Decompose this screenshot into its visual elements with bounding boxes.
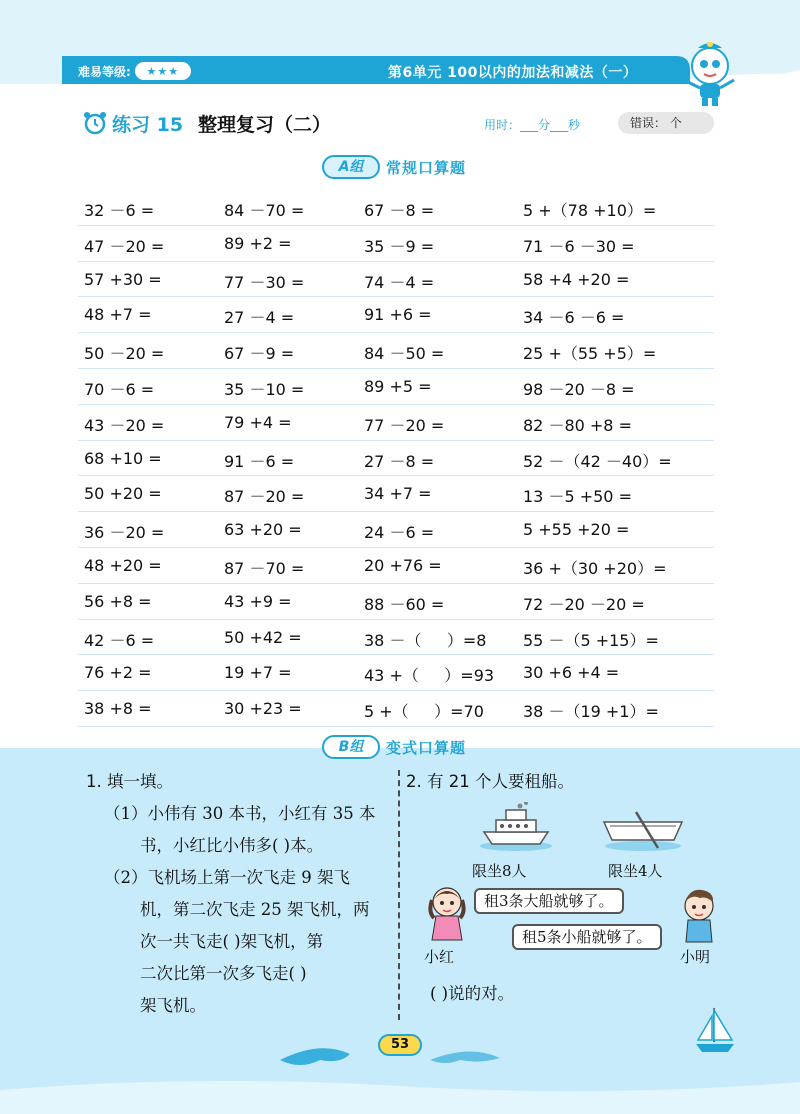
calc-problem: 91 +6 = (364, 305, 432, 325)
calc-problem: 30 +23 = (224, 699, 302, 719)
calc-problem: 27 －4 = (224, 308, 295, 328)
question-1-part-2 (86, 862, 392, 1022)
page-number: 53 (378, 1034, 422, 1056)
stars: ★★★ (146, 64, 180, 78)
calc-problem: 50 +20 = (84, 484, 162, 504)
calc-problem: 5 +55 +20 = (523, 520, 630, 540)
exercise-header (78, 108, 718, 140)
exercise-number: 练习 15 (112, 114, 184, 136)
calc-problem: 48 +20 = (84, 555, 162, 575)
calc-row (78, 584, 714, 620)
calc-problem: 79 +4 = (224, 412, 292, 432)
calc-problem: 87 －20 = (224, 487, 305, 507)
calc-problem: 89 +2 = (224, 233, 292, 253)
boy-character-illustration (676, 886, 722, 944)
calc-problem: 35 －9 = (364, 236, 435, 256)
calc-problem: 56 +8 = (84, 591, 152, 611)
calc-row (78, 369, 714, 405)
small-boat-capacity: 限坐4人 (608, 862, 663, 880)
unit-title: 第6单元 100以内的加法和减法（一） (388, 65, 638, 81)
calc-problem: 57 +30 = (84, 269, 162, 289)
speech-bubble-xiaohong: 租3条大船就够了。 (474, 888, 624, 914)
calc-row (78, 297, 714, 333)
column-divider (398, 770, 400, 1020)
calc-problem: 36 －20 = (84, 523, 165, 543)
calc-problem: 47 －20 = (84, 236, 165, 256)
calc-problem: 5 +（ ）=70 (364, 702, 484, 722)
calc-problem: 42 －6 = (84, 630, 155, 650)
calc-problem: 98 －20 －8 = (523, 379, 635, 399)
calc-problem: 82 －80 +8 = (523, 415, 632, 435)
calc-problem: 58 +4 +20 = (523, 269, 630, 289)
calc-problem: 76 +2 = (84, 663, 152, 683)
calc-problem: 36 +（30 +20）= (523, 558, 667, 578)
question-1-part-1 (86, 798, 392, 862)
calc-row (78, 441, 714, 477)
section-b-title: 变式口算题 (386, 738, 467, 757)
calc-problem: 88 －60 = (364, 594, 445, 614)
calc-row (78, 262, 714, 298)
calc-problem: 25 +（55 +5）= (523, 344, 657, 364)
calc-problem: 43 +9 = (224, 591, 292, 611)
calc-problem: 32 －6 = (84, 201, 155, 220)
calc-problem: 67 －9 = (224, 344, 295, 364)
calc-problem: 63 +20 = (224, 520, 302, 540)
big-boat-illustration (476, 802, 556, 852)
speech-bubble-xiaoming: 租5条小船就够了。 (512, 924, 662, 950)
exercise-title: 整理复习（二） (198, 114, 332, 136)
question-1-prompt: 1. 填一填。 (86, 772, 173, 791)
section-b-header (322, 735, 466, 759)
calc-row (78, 548, 714, 584)
calc-row (78, 333, 714, 369)
q1-p2-line: 二次比第一次多飞走( ) (140, 964, 307, 983)
calc-problem: 50 －20 = (84, 344, 165, 364)
calc-problem: 38 －（19 +1）= (523, 702, 659, 722)
question-2-prompt: 2. 有 21 个人要租船。 (406, 772, 574, 791)
error-count-field: 错误： 个 (618, 112, 714, 134)
difficulty-label: 难易等级: (78, 64, 131, 79)
calc-problem: 72 －20 －20 = (523, 594, 645, 614)
alarm-clock-icon (82, 110, 108, 136)
question-1 (86, 766, 392, 1022)
calc-row (78, 691, 714, 727)
calc-problem: 38 +8 = (84, 699, 152, 719)
calc-problem: 20 +76 = (364, 555, 442, 575)
calc-problem: 35 －10 = (224, 379, 305, 399)
calc-problem: 71 －6 －30 = (523, 236, 635, 256)
difficulty-rating (78, 62, 191, 80)
calc-problem: 84 －50 = (364, 344, 445, 364)
calc-problem: 70 －6 = (84, 379, 155, 399)
calc-problem: 48 +7 = (84, 305, 152, 325)
calc-problem: 43 －20 = (84, 415, 165, 435)
q1-p2-line: 次一共飞走( )架飞机，第 (140, 932, 324, 951)
star-rating-badge (135, 62, 191, 80)
group-b-badge: B组 (322, 735, 380, 759)
oral-calc-grid (78, 190, 714, 727)
small-boat-illustration (600, 808, 686, 852)
calc-problem: 27 －8 = (364, 451, 435, 471)
calc-problem: 38 －（ ）=8 (364, 630, 487, 650)
calc-row (78, 405, 714, 441)
section-a-header (322, 155, 466, 179)
calc-row (78, 476, 714, 512)
q1-p1-line: （1）小伟有 30 本书，小红有 35 本 (104, 804, 376, 823)
big-boat-capacity: 限坐8人 (472, 862, 527, 880)
calc-problem: 34 －6 －6 = (523, 308, 625, 328)
calc-problem: 5 +（78 +10）= (523, 201, 657, 220)
calc-problem: 77 －20 = (364, 415, 445, 435)
calc-row (78, 190, 714, 226)
calc-row (78, 226, 714, 262)
calc-row (78, 655, 714, 691)
calc-problem: 24 －6 = (364, 523, 435, 543)
section-a-title: 常规口算题 (386, 158, 467, 177)
name-xiaoming: 小明 (680, 948, 711, 966)
calc-row (78, 620, 714, 656)
calc-problem: 19 +7 = (224, 663, 292, 683)
calc-problem: 89 +5 = (364, 376, 432, 396)
girl-character-illustration (424, 882, 470, 942)
calc-problem: 43 +（ ）=93 (364, 666, 495, 686)
calc-problem: 77 －30 = (224, 272, 305, 292)
group-a-badge: A组 (322, 155, 380, 179)
time-used-field: 用时：___分___秒 (484, 118, 581, 132)
calc-row (78, 512, 714, 548)
calc-problem: 13 －5 +50 = (523, 487, 632, 507)
calc-problem: 50 +42 = (224, 627, 302, 647)
q1-p1-line: 书，小红比小伟多( )本。 (140, 836, 324, 855)
question-2-answer-blank: ( )说的对。 (430, 984, 515, 1003)
calc-problem: 55 －（5 +15）= (523, 630, 659, 650)
calc-problem: 30 +6 +4 = (523, 663, 620, 683)
calc-problem: 34 +7 = (364, 484, 432, 504)
calc-problem: 52 －（42 －40）= (523, 451, 672, 471)
calc-problem: 91 －6 = (224, 451, 295, 471)
q1-p2-line: 架飞机。 (140, 996, 206, 1015)
name-xiaohong: 小红 (424, 948, 455, 966)
q1-p2-line: 机，第二次飞走 25 架飞机，两 (140, 900, 370, 919)
calc-problem: 74 －4 = (364, 272, 435, 292)
calc-problem: 87 －70 = (224, 558, 305, 578)
mascot-illustration (678, 42, 750, 108)
calc-problem: 84 －70 = (224, 201, 305, 220)
calc-problem: 68 +10 = (84, 448, 162, 468)
q1-p2-line: （2）飞机场上第一次飞走 9 架飞 (104, 868, 350, 887)
calc-problem: 67 －8 = (364, 201, 435, 220)
